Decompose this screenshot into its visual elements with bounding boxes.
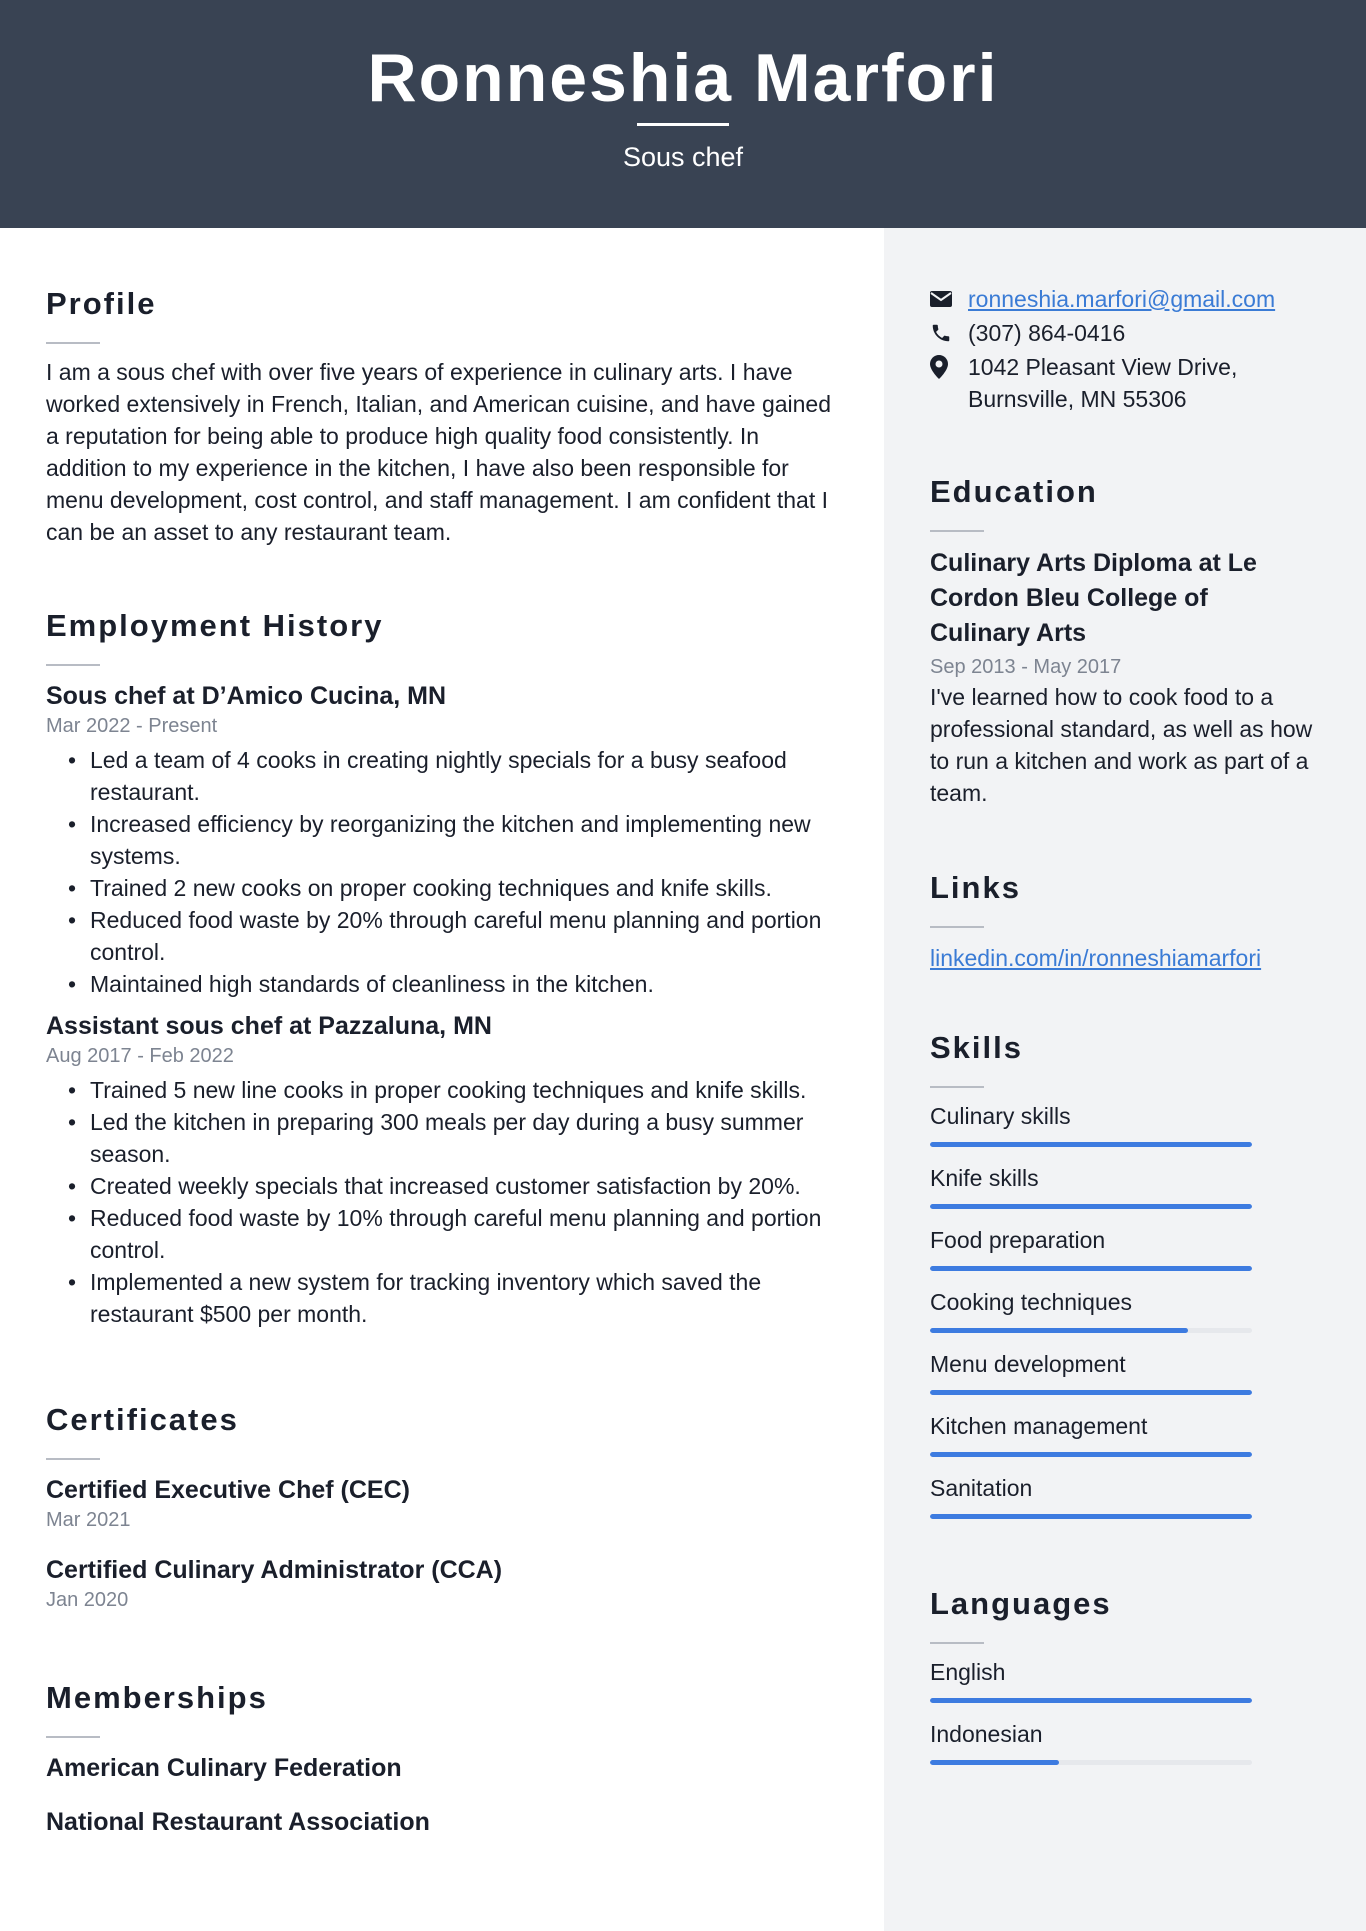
skill-item [930, 1348, 1330, 1395]
education-dates: Sep 2013 - May 2017 [930, 656, 1122, 678]
skill-item [930, 1224, 1330, 1271]
skill-name: Menu development [930, 1351, 1126, 1377]
section-title: Profile [46, 286, 157, 321]
list-item: • Led the kitchen in preparing 300 meals per day during a busy summer season. [46, 1106, 836, 1170]
contact-phone-row [930, 317, 1330, 349]
contact-email-row [930, 283, 1330, 315]
job-entry [46, 1010, 836, 1330]
skill-item [930, 1410, 1330, 1457]
skill-level-track [930, 1142, 1252, 1147]
memberships-section [46, 1678, 836, 1838]
languages-section [930, 1584, 1330, 1780]
certificate-date: Jan 2020 [46, 1589, 129, 1611]
education-description: I've learned how to cook food to a professional standard, as well as how to run a kitchen and work as part of a team. [930, 684, 1313, 806]
location-pin-icon [930, 351, 968, 383]
skill-level-track [930, 1760, 1252, 1765]
skill-item [930, 1286, 1330, 1333]
skill-level-track [930, 1266, 1252, 1271]
list-item: • Maintained high standards of cleanliness in the kitchen. [46, 968, 836, 1000]
section-divider [930, 926, 984, 928]
section-divider [46, 1736, 100, 1738]
envelope-icon [930, 283, 968, 315]
skill-level-bar [930, 1390, 1252, 1395]
phone-number: (307) 864-0416 [968, 320, 1126, 346]
job-entry-dates: Mar 2022 - Present [46, 715, 218, 737]
email-link[interactable]: ronneshia.marfori@gmail.com [968, 286, 1276, 312]
section-divider [930, 530, 984, 532]
section-divider [930, 1086, 984, 1088]
certificate-name: Certified Executive Chef (CEC) [46, 1476, 410, 1504]
skill-name: Cooking techniques [930, 1289, 1133, 1315]
section-title: Employment History [46, 608, 384, 643]
skill-level-bar [930, 1142, 1252, 1147]
certificate-date: Mar 2021 [46, 1509, 131, 1531]
section-divider [930, 1642, 984, 1644]
address-line-1: 1042 Pleasant View Drive, [968, 354, 1238, 380]
list-item: • Increased efficiency by reorganizing the kitchen and implementing new systems. [46, 808, 836, 872]
job-entry-title: Sous chef at D’Amico Cucina, MN [46, 682, 447, 710]
phone-icon [930, 317, 968, 349]
section-title: Links [930, 870, 1021, 905]
skill-level-bar [930, 1514, 1252, 1519]
section-title: Memberships [46, 1680, 268, 1715]
skill-level-track [930, 1698, 1252, 1703]
list-item: • Reduced food waste by 20% through careful menu planning and portion control. [46, 904, 836, 968]
section-title: Languages [930, 1586, 1112, 1621]
resume-header [0, 0, 1366, 228]
section-title: Education [930, 474, 1098, 509]
address [968, 351, 1237, 415]
skill-name: English [930, 1659, 1006, 1685]
list-item: • Led a team of 4 cooks in creating nightly specials for a busy seafood restaurant. [46, 744, 836, 808]
contact-address-row [930, 351, 1330, 415]
job-entry-title: Assistant sous chef at Pazzaluna, MN [46, 1012, 492, 1040]
contact-block [930, 283, 1330, 417]
skill-name: Culinary skills [930, 1103, 1071, 1129]
languages-list [930, 1656, 1330, 1765]
skill-name: Knife skills [930, 1165, 1039, 1191]
section-divider [46, 1458, 100, 1460]
job-entry-bullets [46, 744, 836, 1000]
certificate-item [46, 1474, 836, 1534]
certificate-name: Certified Culinary Administrator (CCA) [46, 1556, 503, 1584]
list-item: • Trained 2 new cooks on proper cooking techniques and knife skills. [46, 872, 836, 904]
skill-name: Kitchen management [930, 1413, 1148, 1439]
name-divider [637, 123, 729, 126]
list-item: • Reduced food waste by 10% through careful menu planning and portion control. [46, 1202, 836, 1266]
skill-item [930, 1718, 1330, 1765]
skill-name: Indonesian [930, 1721, 1043, 1747]
list-item: • Implemented a new system for tracking inventory which saved the restaurant $500 per month. [46, 1266, 836, 1330]
employment-section [46, 606, 836, 1330]
skill-name: Food preparation [930, 1227, 1106, 1253]
skill-level-bar [930, 1204, 1252, 1209]
job-entry-dates: Aug 2017 - Feb 2022 [46, 1045, 234, 1067]
section-title: Certificates [46, 1402, 239, 1437]
skill-level-track [930, 1514, 1252, 1519]
skill-level-bar [930, 1452, 1252, 1457]
skill-item [930, 1472, 1330, 1519]
skills-section [930, 1028, 1330, 1534]
membership-item: American Culinary Federation [46, 1754, 402, 1782]
section-title: Skills [930, 1030, 1023, 1065]
skill-name: Sanitation [930, 1475, 1033, 1501]
certificate-item [46, 1554, 836, 1614]
skill-level-bar [930, 1760, 1059, 1765]
skill-level-track [930, 1328, 1252, 1333]
skill-level-bar [930, 1698, 1252, 1703]
job-title: Sous chef [622, 142, 744, 172]
skill-level-track [930, 1390, 1252, 1395]
profile-section [46, 284, 836, 548]
skill-level-bar [930, 1328, 1188, 1333]
section-divider [46, 342, 100, 344]
skill-level-track [930, 1452, 1252, 1457]
skills-list [930, 1100, 1330, 1519]
certificates-section [46, 1400, 836, 1614]
skill-level-bar [930, 1266, 1252, 1271]
links-section [930, 868, 1330, 974]
skill-level-track [930, 1204, 1252, 1209]
education-section [930, 472, 1330, 809]
list-item: • Created weekly specials that increased customer satisfaction by 20%. [46, 1170, 836, 1202]
linkedin-link[interactable]: linkedin.com/in/ronneshiamarfori [930, 945, 1262, 971]
skill-item [930, 1162, 1330, 1209]
profile-text: I am a sous chef with over five years of experience in culinary arts. I have worked extensively in French, Italian, and American cuisine, and have gained a reputation for being able to produce high quality food consistently. In addition to my experience in the kitchen, I have also been responsible for menu development, cost control, and staff management. I am confident that I can be an asset to any restaurant team. [46, 359, 832, 545]
job-entry-bullets [46, 1074, 836, 1330]
address-line-2: Burnsville, MN 55306 [968, 386, 1187, 412]
list-item: • Trained 5 new line cooks in proper cooking techniques and knife skills. [46, 1074, 836, 1106]
skill-item [930, 1656, 1330, 1703]
membership-item: National Restaurant Association [46, 1808, 430, 1836]
skill-item [930, 1100, 1330, 1147]
education-degree: Culinary Arts Diploma at Le Cordon Bleu College of Culinary Arts [930, 549, 1257, 647]
job-entry [46, 680, 836, 1000]
section-divider [46, 664, 100, 666]
candidate-name: Ronneshia Marfori [367, 40, 999, 116]
